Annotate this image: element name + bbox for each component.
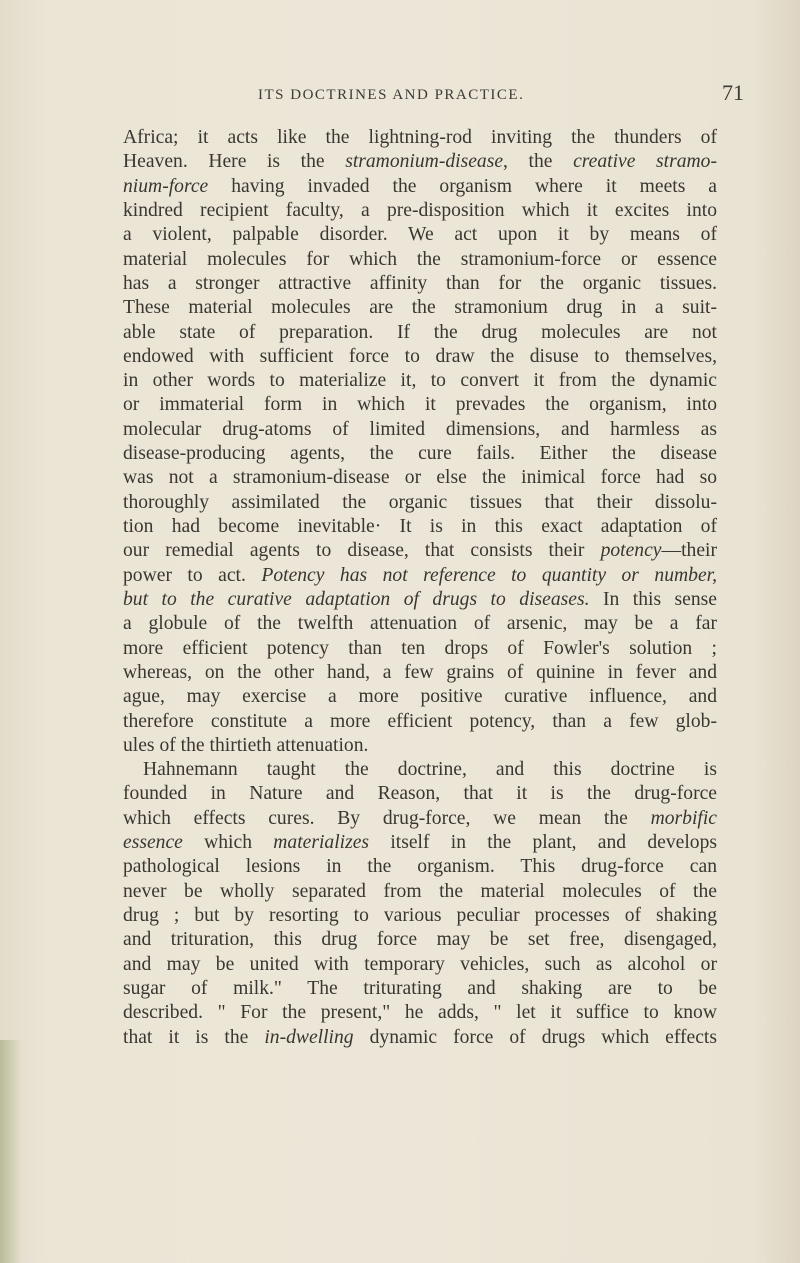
italic-text: Potency has not reference to quantity or number, <box>261 564 717 586</box>
text-line <box>123 758 717 782</box>
text-line <box>123 272 717 296</box>
text-segment: that it is the <box>123 1026 265 1048</box>
text-segment: tion had become inevitable· It is in this exact adaptation of <box>123 516 717 537</box>
text-segment: , the <box>503 151 574 173</box>
text-segment: endowed with sufficient force to draw the disuse to themselves, <box>123 345 717 367</box>
text-segment: founded in Nature and Reason, that it is the drug-force <box>123 783 717 805</box>
italic-text: essence <box>123 832 183 854</box>
text-segment: —their <box>661 540 717 562</box>
text-segment: power to act. <box>123 564 262 586</box>
text-line <box>123 977 717 1001</box>
text-line <box>123 175 717 199</box>
text-line <box>123 150 717 174</box>
text-segment: has a stronger attractive affinity than for the organic tissues. <box>123 272 717 294</box>
page-number: 71 <box>722 80 744 105</box>
text-segment: never be wholly separated from the material molecules of the <box>123 880 717 902</box>
text-segment: pathological lesions in the organism. This drug-force can <box>123 856 717 878</box>
text-segment: disease-producing agents, the cure fails. Either the disease <box>123 443 717 465</box>
text-line <box>123 880 717 904</box>
text-line <box>123 393 717 417</box>
text-segment: These material molecules are the stramonium drug in a suit- <box>123 297 717 319</box>
text-line <box>123 296 717 320</box>
text-segment: and may be united with temporary vehicles, such as alcohol or <box>123 953 717 975</box>
text-segment: whereas, on the other hand, a few grains of quinine in fever and <box>123 661 717 683</box>
text-segment: thoroughly assimilated the organic tissues that their dissolu- <box>123 491 717 513</box>
text-line <box>123 345 717 369</box>
italic-text: in-dwelling <box>264 1026 354 1048</box>
text-line <box>123 1026 717 1050</box>
text-segment: able state of preparation. If the drug molecules are not <box>123 321 717 343</box>
text-segment: dynamic force of drugs which effects <box>353 1026 718 1048</box>
text-line <box>123 321 717 345</box>
text-line <box>123 223 717 247</box>
italic-text: stramonium-disease <box>345 151 504 173</box>
text-segment: a violent, palpable disorder. We act upon it by means of <box>123 224 717 246</box>
text-segment: kindred recipient faculty, a pre-disposition which it excites into <box>123 199 717 221</box>
text-segment: sugar of milk." The triturating and shaking are to be <box>123 977 717 999</box>
text-segment: which effects cures. By drug-force, we mean the <box>123 807 651 829</box>
italic-text: materializes <box>273 832 370 854</box>
text-segment: therefore constitute a more efficient potency, than a few glob- <box>123 710 717 732</box>
text-line <box>123 928 717 952</box>
text-line <box>123 734 717 758</box>
text-line <box>123 1001 717 1025</box>
text-segment: our remedial agents to disease, that consists their <box>123 540 601 562</box>
text-line <box>123 953 717 977</box>
text-line <box>123 515 717 539</box>
text-segment: having invaded the organism where it meets a <box>208 175 717 197</box>
text-line <box>123 248 717 272</box>
italic-text: potency <box>600 540 662 562</box>
text-segment: a globule of the twelfth attenuation of arsenic, may be a far <box>123 613 717 635</box>
text-segment: drug ; but by resorting to various peculiar processes of shaking <box>123 905 717 926</box>
text-line <box>123 418 717 442</box>
text-segment: Africa; it acts like the lightning-rod inviting the thunders of <box>123 127 717 148</box>
italic-text: but to the curative adaptation of drugs to diseases. <box>123 588 590 610</box>
text-line <box>123 442 717 466</box>
text-line <box>123 807 717 831</box>
text-line <box>123 685 717 709</box>
text-line <box>123 588 717 612</box>
text-line <box>123 126 717 150</box>
italic-text: creative stramo- <box>573 151 717 173</box>
text-line <box>123 369 717 393</box>
text-line <box>123 564 717 588</box>
text-segment: and trituration, this drug force may be set free, disengaged, <box>123 929 717 951</box>
text-segment: in other words to materialize it, to convert it from the dynamic <box>123 370 717 392</box>
page-edge-shadow <box>0 1040 22 1263</box>
text-line <box>123 199 717 223</box>
body-text <box>123 126 717 1050</box>
text-segment: ules of the thirtieth attenuation. <box>123 734 369 756</box>
italic-text: morbific <box>650 807 717 829</box>
text-line <box>123 710 717 734</box>
text-segment: Heaven. Here is the <box>123 151 346 173</box>
text-line <box>123 904 717 928</box>
text-segment: Hahnemann taught the doctrine, and this doctrine is <box>143 759 717 781</box>
text-segment: or immaterial form in which it prevades the organism, into <box>123 394 717 416</box>
text-line <box>123 831 717 855</box>
text-segment: In this sense <box>589 588 717 610</box>
running-head: ITS DOCTRINES AND PRACTICE. <box>258 87 525 103</box>
text-segment: molecular drug-atoms of limited dimensions, and harmless as <box>123 418 717 440</box>
text-line <box>123 782 717 806</box>
page-header <box>0 80 800 113</box>
text-segment: itself in the plant, and develops <box>369 832 718 854</box>
text-segment: which <box>182 832 274 854</box>
text-line <box>123 491 717 515</box>
text-line <box>123 637 717 661</box>
text-line <box>123 612 717 636</box>
text-line <box>123 855 717 879</box>
italic-text: nium-force <box>123 175 209 197</box>
text-segment: more efficient potency than ten drops of Fowler's solution ; <box>123 637 717 659</box>
text-line <box>123 466 717 490</box>
text-segment: ague, may exercise a more positive curative influence, and <box>123 686 717 708</box>
text-line <box>123 539 717 563</box>
text-segment: was not a stramonium-disease or else the inimical force had so <box>123 467 717 489</box>
text-line <box>123 661 717 685</box>
text-segment: material molecules for which the stramonium-force or essence <box>123 248 717 270</box>
text-segment: described. " For the present," he adds, " let it suffice to know <box>123 1002 717 1024</box>
